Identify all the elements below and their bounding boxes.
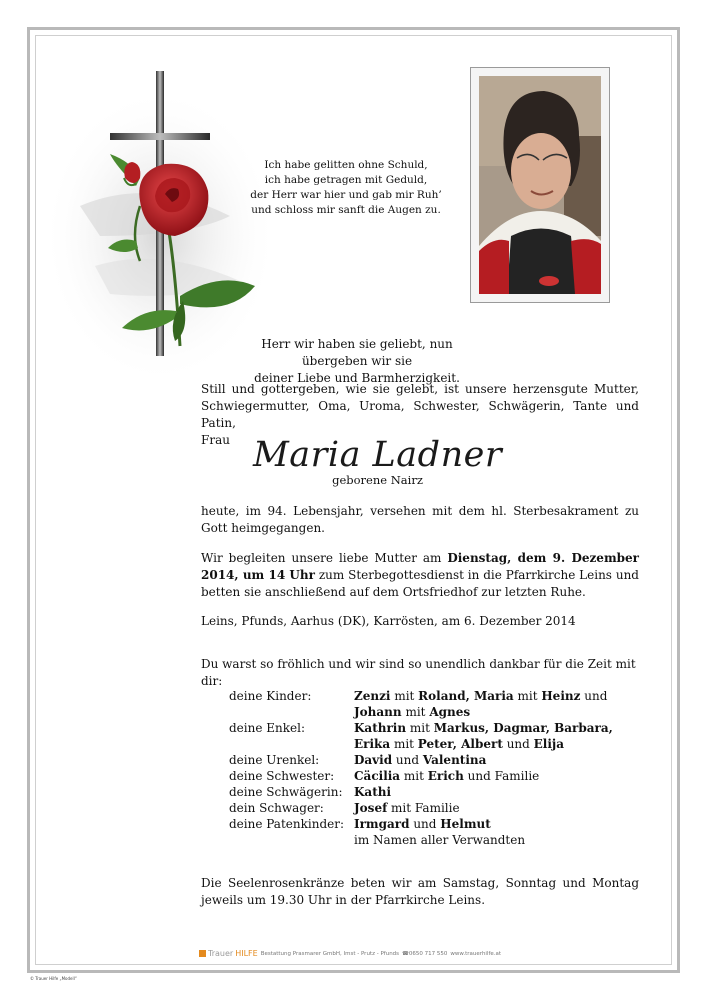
mourner-label: deine Enkel: bbox=[229, 721, 306, 735]
mourner-name-part: Agnes bbox=[429, 705, 471, 719]
mourner-label: deine Patenkinder: bbox=[229, 817, 345, 831]
mourner-name-part: Josef bbox=[354, 801, 388, 815]
portrait-frame bbox=[470, 67, 610, 303]
logo-trauer: Trauer bbox=[208, 949, 234, 958]
deceased-name: Maria Ladner bbox=[252, 435, 503, 475]
mourner-name-part: im Namen aller Verwandten bbox=[354, 833, 526, 847]
mourner-label bbox=[229, 704, 354, 720]
portrait-photo bbox=[479, 76, 601, 294]
mourner-name-part: mit bbox=[401, 705, 430, 719]
mourner-names bbox=[354, 752, 614, 768]
mourner-name-part: mit bbox=[513, 689, 542, 703]
mourner-names bbox=[354, 800, 614, 816]
mourner-name-part: und bbox=[409, 817, 441, 831]
place-date: Leins, Pfunds, Aarhus (DK), Karrösten, am 6. Dezember 2014 bbox=[201, 614, 576, 628]
verse bbox=[232, 336, 482, 387]
verse-line: deiner Liebe und Barmherzigkeit. bbox=[254, 371, 460, 385]
mourner-name-part: Kathi bbox=[354, 785, 392, 799]
mourner-name-part: Erika bbox=[354, 737, 391, 751]
mourner-name-part: mit bbox=[390, 737, 418, 751]
footer bbox=[199, 949, 529, 958]
mourner-names bbox=[354, 704, 614, 720]
mourner-row bbox=[229, 736, 614, 752]
mourner-names bbox=[354, 816, 614, 832]
mourner-label: deine Kinder: bbox=[229, 689, 312, 703]
mourner-names bbox=[354, 720, 614, 736]
funeral-pre: Wir begleiten unsere liebe Mutter am bbox=[201, 551, 448, 565]
mourner-label bbox=[229, 832, 354, 848]
mourner-name-part: und Familie bbox=[463, 769, 540, 783]
mourner-name-part: mit bbox=[390, 689, 419, 703]
mourner-name-part: Elija bbox=[533, 737, 565, 751]
mourner-label: dein Schwager: bbox=[229, 801, 324, 815]
footer-phone: ☎0650 717 550 bbox=[402, 950, 448, 957]
rosary-paragraph: Die Seelenrosenkränze beten wir am Samstag, Sonntag und Montag jeweils um 19.30 Uhr in der Pfarrkirche Leins. bbox=[201, 876, 639, 907]
intro-text: Still und gottergeben, wie sie gelebt, ist unsere herzensgute Mutter, Schwiegermutter, Oma, Uroma, Schwester, Schwägerin, Tante und Patin, bbox=[201, 382, 639, 430]
poem-line: der Herr war hier und gab mir Ruh’ bbox=[250, 189, 442, 201]
mourner-name-part: Markus, Dagmar, Barbara, bbox=[433, 721, 613, 735]
mourner-row bbox=[229, 704, 614, 720]
mourner-name-part: Johann bbox=[354, 705, 402, 719]
funeral-date: Dienstag, dem 9. Dezember 2014, um 14 Uhr bbox=[201, 551, 639, 582]
poem-line: Ich habe gelitten ohne Schuld, bbox=[264, 159, 428, 171]
death-paragraph: heute, im 94. Lebensjahr, versehen mit dem hl. Sterbesakrament zu Gott heimgegangen. bbox=[201, 504, 639, 535]
mourner-row bbox=[229, 784, 614, 800]
mourner-label: deine Urenkel: bbox=[229, 753, 320, 767]
trauerhilfe-logo bbox=[199, 949, 258, 958]
mourner-name-part: und bbox=[580, 689, 608, 703]
mourner-names bbox=[354, 784, 614, 800]
mourner-name-part: Erich bbox=[427, 769, 464, 783]
mourner-names bbox=[354, 736, 614, 752]
mourner-names bbox=[354, 832, 614, 848]
mourner-name-part: Helmut bbox=[440, 817, 491, 831]
intro-last: Frau bbox=[201, 433, 230, 447]
mourner-name-part: Cäcilia bbox=[354, 769, 401, 783]
verse-line: Herr wir haben sie geliebt, nun übergeben wir sie bbox=[261, 337, 453, 368]
mourner-name-part: Valentina bbox=[422, 753, 487, 767]
mourner-name-part: Zenzi bbox=[354, 689, 391, 703]
mourner-row bbox=[229, 832, 614, 848]
mourner-row bbox=[229, 752, 614, 768]
mourner-name-part: mit bbox=[406, 721, 434, 735]
mourner-name-part: und bbox=[392, 753, 423, 767]
mourner-names bbox=[354, 768, 614, 784]
mourner-name-part: Irmgard bbox=[354, 817, 410, 831]
mourner-row bbox=[229, 800, 614, 816]
logo-hilfe: HILFE bbox=[235, 949, 258, 958]
poem-line: ich habe getragen mit Geduld, bbox=[264, 174, 428, 186]
birth-name: geborene Nairz bbox=[332, 473, 423, 487]
footer-web: www.trauerhilfe.at bbox=[450, 950, 502, 957]
footer-company: Bestattung Prasmarer GmbH, Imst - Prutz - Pfunds bbox=[260, 950, 400, 957]
mourner-name-part: Roland, Maria bbox=[418, 689, 514, 703]
mourner-label: deine Schwägerin: bbox=[229, 785, 343, 799]
mourner-name-part: mit Familie bbox=[387, 801, 460, 815]
mourner-label bbox=[229, 736, 354, 752]
mourner-row bbox=[229, 768, 614, 784]
mourner-name-part: Kathrin bbox=[354, 721, 407, 735]
mourner-names bbox=[354, 688, 614, 704]
mourners-list bbox=[229, 688, 614, 848]
mourner-label: deine Schwester: bbox=[229, 769, 335, 783]
thanks-line: Du warst so fröhlich und wir sind so unendlich dankbar für die Zeit mit dir: bbox=[201, 657, 636, 688]
logo-square-icon bbox=[199, 950, 206, 957]
mourner-name-part: Heinz bbox=[541, 689, 581, 703]
funeral-post: zum Sterbegottesdienst in die Pfarrkirche Leins und betten sie anschließend auf dem Ortsfriedhof zur letzten Ruhe. bbox=[201, 568, 639, 599]
mourner-row bbox=[229, 688, 614, 704]
funeral-paragraph bbox=[201, 550, 639, 601]
poem-line: und schloss mir sanft die Augen zu. bbox=[251, 204, 441, 216]
mourner-name-part: Peter, Albert bbox=[417, 737, 503, 751]
mourner-row bbox=[229, 816, 614, 832]
mourner-name-part: mit bbox=[400, 769, 428, 783]
mourner-row bbox=[229, 720, 614, 736]
copyright: © Trauer Hilfe „Modell“ bbox=[30, 976, 77, 981]
poem bbox=[246, 158, 446, 218]
mourner-name-part: und bbox=[502, 737, 534, 751]
mourner-name-part: David bbox=[354, 753, 393, 767]
